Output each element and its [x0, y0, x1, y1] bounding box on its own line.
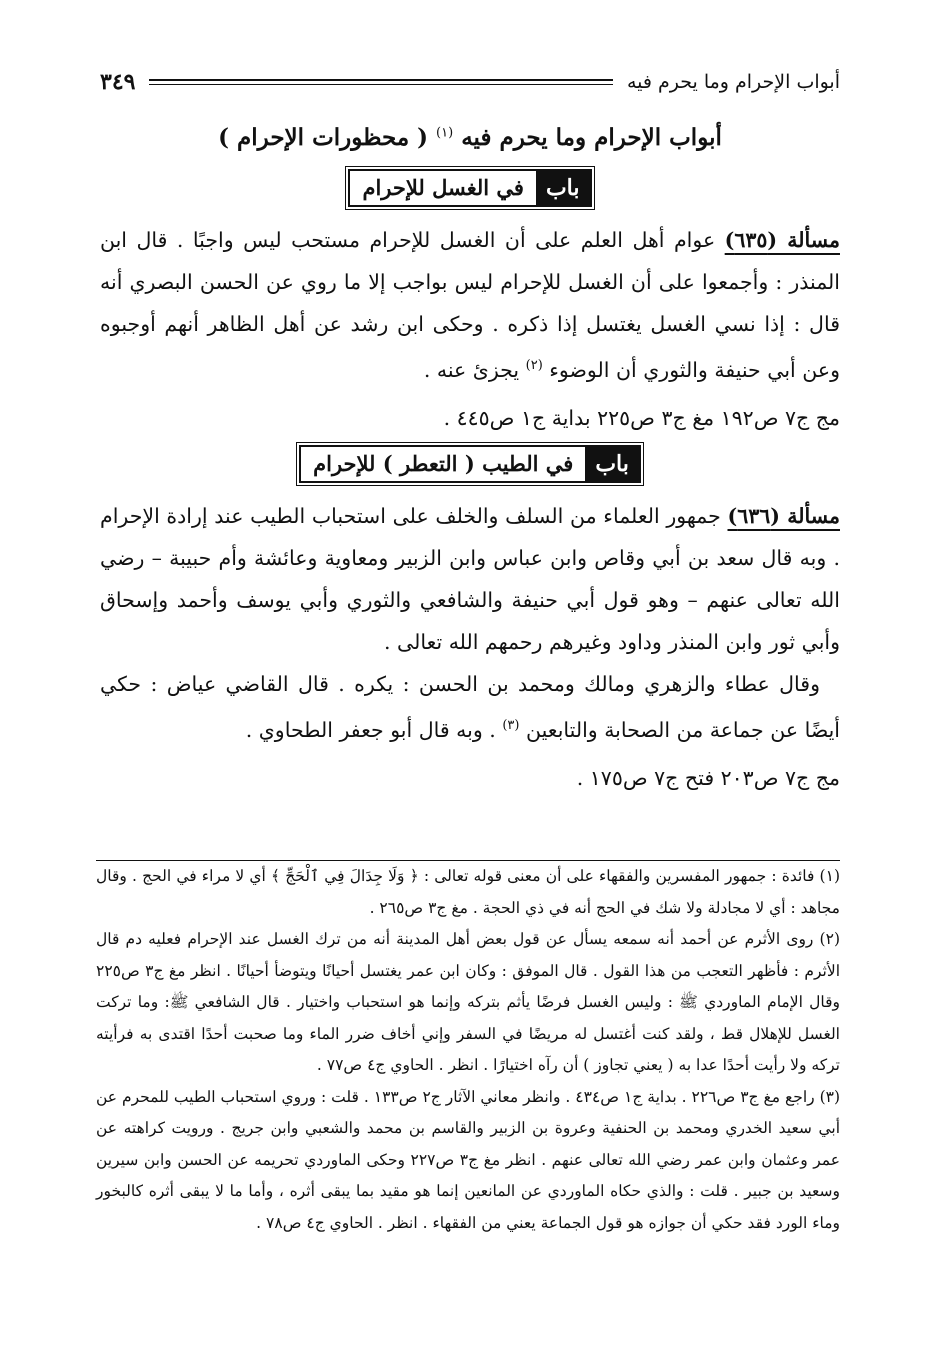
- bab-box: [299, 445, 641, 483]
- bab-title: في الغسل للإحرام: [362, 175, 524, 200]
- masala-text: جمهور العلماء من السلف والخلف على استحباب الطيب عند إرادة الإحرام . وبه قال سعد بن أبي وقاص وابن عباس وابن الزبير ومعاوية وعائشة وأم حبيبة – رضي الله تعالى عنهم – وهو قول أبي حنيفة والشافعي والثوري وأبي يوسف وأحمد وإسحاق وأبي ثور وابن المنذر وداود وغيرهم رحمهم الله تعالى .: [100, 503, 840, 654]
- masala-label: مسألة (٦٣٦): [727, 503, 840, 528]
- footnotes: [96, 860, 840, 1239]
- bab-box: [348, 169, 591, 207]
- masala-text-end: يجزئ عنه .: [423, 357, 520, 382]
- paragraph-text: وقال عطاء والزهري ومالك ومحمد بن الحسن : يكره . قال القاضي عياض : حكي أيضًا عن جماعة من الصحابة والتابعين: [100, 671, 840, 742]
- bab-label: باب: [585, 447, 639, 481]
- bab-label: باب: [536, 171, 590, 205]
- running-title: أبواب الإحرام وما يحرم فيه: [626, 71, 840, 93]
- masala-636-para-2: [100, 663, 840, 751]
- footnote-ref-2: (٢): [525, 358, 543, 373]
- chapter-title-main: أبواب الإحرام وما يحرم فيه: [461, 124, 722, 151]
- paragraph-text-end: . وبه قال أبو جعفر الطحاوي .: [245, 717, 496, 742]
- footnote-1: (١) فائدة : جمهور المفسرين والفقهاء على أن معنى قوله تعالى : ﴿ وَلَا جِدَالَ فِي ٱلْحَجِّ ﴾ أي لا مراء في الحج . وقال مجاهد : أي لا مجادلة ولا شك في الحج أنه في ذي الحجة . مغ ج٣ ص٢٦٥ .: [96, 867, 840, 917]
- chapter-title: [100, 124, 840, 151]
- section-heading-tib: [100, 445, 840, 483]
- masala-636: [100, 495, 840, 663]
- sources-line: مج ج٧ ص٢٠٣ فتح ج٧ ص١٧٥ .: [576, 765, 840, 790]
- sources-line: مج ج٧ ص١٩٢ مغ ج٣ ص٢٢٥ بداية ج١ ص٤٤٥ .: [443, 405, 840, 430]
- footnote-3: (٣) راجع مغ ج٣ ص٢٢٦ . بداية ج١ ص٤٣٤ . وانظر معاني الآثار ج٢ ص١٣٣ . قلت : وروي استحباب الطيب للمحرم عن أبي سعيد الخدري ومحمد بن الحنفية وعروة بن الزبير والقاسم بن محمد والشعبي وابن جريج . ورويت كراهته عن عمر وعثمان وابن عمر رضي الله تعالى عنهم . انظر مغ ج٣ ص٢٢٧ وحكى الماوردي تحريمه عن الحسن وابن سيرين وسعيد بن جبير . قلت : والذي حكاه الماوردي عن المانعين إنما هو مقيد بما يبقى أثره ، وأما ما لا يبقى أثره كالبخور وماء الورد فقد حكي أن جوازه هو قول الجماعة يعني من الفقهاء . انظر . الحاوي ج٤ ص٧٨ .: [96, 1087, 841, 1232]
- header-rule: [149, 79, 613, 85]
- footnote-ref-3: (٣): [502, 717, 520, 733]
- masala-text: عوام أهل العلم على أن الغسل للإحرام مستحب ليس واجبًا . قال ابن المنذر : وأجمعوا على أن الغسل للإحرام ليس بواجب إلا ما روي عن الحسن البصري أنه قال : إذا نسي الغسل يغتسل إذا ذكره . وحكى ابن رشد عن أهل الظاهر أنهم أوجبوه وعن أبي حنيفة والثوري أن الوضوء: [100, 228, 840, 382]
- footnote-2: (٢) روى الأثرم عن أحمد أنه سمعه يسأل عن قول بعض أهل المدينة أنه من ترك الغسل عند الإحرام فعليه دم قال الأثرم : فأظهر التعجب من هذا القول . قال الموفق : وكان ابن عمر يغتسل أحيانًا ويتوضأ أحيانًا . انظر مغ ج٣ ص٢٢٥ وقال الإمام الماوردي ﷺ : وليس الغسل فرضًا يأثم بتركه وإنما هو استحباب واختيار . قال الشافعي ﷺ: وما تركت الغسل للإهلال قط ، ولقد كنت أغتسل له مريضًا في السفر وإني أخاف ضرر الماء وما صحبت أحدًا اقتدى به فرأيته تركه ولا رأيت أحدًا عدا به ( يعني تجاوز ) أن رآه اختيارًا . انظر . الحاوي ج٤ ص٧٧ .: [96, 930, 841, 1074]
- running-header: [100, 62, 840, 102]
- chapter-title-paren: ( محظورات الإحرام ): [218, 124, 429, 151]
- section-heading-ghusl: [100, 169, 840, 207]
- masala-label: مسألة (٦٣٥): [724, 228, 840, 252]
- masala-635: [100, 219, 840, 391]
- footnote-ref-1: (١): [436, 125, 454, 141]
- page-number: ٣٤٩: [100, 69, 136, 95]
- bab-title: في الطيب ( التعطر ) للإحرام: [313, 450, 574, 476]
